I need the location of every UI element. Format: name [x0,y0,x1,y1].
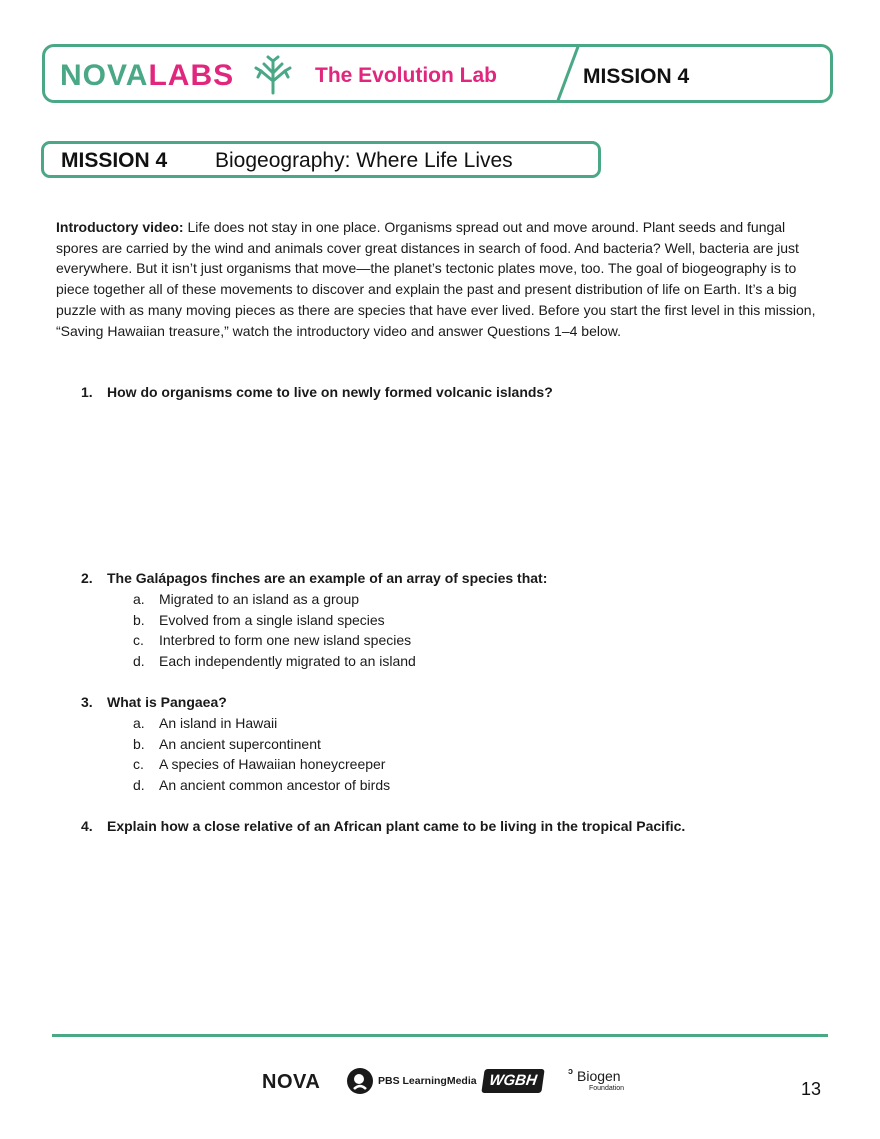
title-mission: MISSION 4 [61,149,168,172]
footer-nova-logo: NOVA [262,1071,321,1093]
logo-nova-text: NOVA [60,59,149,92]
biogen-text: Biogen [577,1068,621,1084]
biogen-sub-text: Foundation [589,1085,625,1092]
footer-wgbh-logo [481,1069,544,1093]
option-letter: b. [133,611,145,628]
header-divider [553,44,583,103]
lab-name: The Evolution Lab [315,64,497,87]
footer-biogen-logo [568,1066,638,1096]
option-a [133,589,416,610]
option-d [133,775,390,796]
novalabs-logo [60,61,234,91]
pbs-head-icon [346,1067,374,1095]
option-c [133,754,390,775]
option-letter: d. [133,776,145,793]
page-title [41,141,601,178]
option-letter: a. [133,591,145,607]
evolution-tree-icon [253,55,293,95]
option-text: An ancient common ancestor of birds [159,776,391,793]
question-3 [81,694,227,711]
question-text: Explain how a close relative of an African plant came to be living in the tropical Pacific. [107,818,686,834]
option-letter: a. [133,715,145,731]
question-number: 2. [81,570,93,586]
option-text: Evolved from a single island species [159,611,385,628]
intro-label: Introductory video: [56,219,184,235]
option-text: A species of Hawaiian honeycreeper [159,756,386,773]
question-2-options [133,589,416,671]
option-text: Interbred to form one new island species [159,632,412,649]
question-4 [81,818,685,835]
option-letter: d. [133,652,145,669]
pbs-text: PBS LearningMedia [378,1075,477,1087]
biogen-mark-icon: ᵓ [568,1065,573,1080]
option-text: An ancient supercontinent [159,735,321,752]
question-text: What is Pangaea? [107,694,227,710]
intro-paragraph [56,217,821,341]
question-text: The Galápagos finches are an example of an array of species that: [107,570,548,586]
option-c [133,630,416,651]
mission-tag: MISSION 4 [583,65,690,88]
option-a [133,713,390,734]
option-letter: b. [133,735,145,752]
option-b [133,734,390,755]
question-text: How do organisms come to live on newly formed volcanic islands? [107,384,553,400]
option-text: Migrated to an island as a group [159,591,360,607]
option-b [133,610,416,631]
option-text: Each independently migrated to an island [159,652,416,669]
logo-labs-text: LABS [148,59,235,92]
question-number: 3. [81,694,93,710]
page-number: 13 [801,1079,822,1099]
footer-divider [52,1034,828,1037]
question-2 [81,570,547,587]
option-letter: c. [133,632,144,649]
intro-text: Life does not stay in one place. Organisms spread out and move around. Plant seeds and fungal spores are carried by the wind and animals cover great distances in search of food. And bacteria? Well, bacteria are just everywhere. But it isn’t just organisms that move—the planet’s tectonic plates move, too. The goal of biogeography is to piece together all of these movements to discover and explain the past and present distribution of life on Earth. It’s a big puzzle with as many moving pieces as there are species that have ever lived. Before you start the first level in this mission, “Saving Hawaiian treasure,” watch the introductory video and answer Questions 1–4 below. [56,219,816,339]
option-letter: c. [133,756,144,773]
question-3-options [133,713,390,795]
question-number: 4. [81,818,93,834]
wgbh-text: WGBH [488,1072,539,1089]
option-d [133,651,416,672]
question-1 [81,384,553,401]
header-banner [42,44,833,103]
title-subtitle: Biogeography: Where Life Lives [215,149,513,172]
question-number: 1. [81,384,93,400]
option-text: An island in Hawaii [159,715,278,731]
